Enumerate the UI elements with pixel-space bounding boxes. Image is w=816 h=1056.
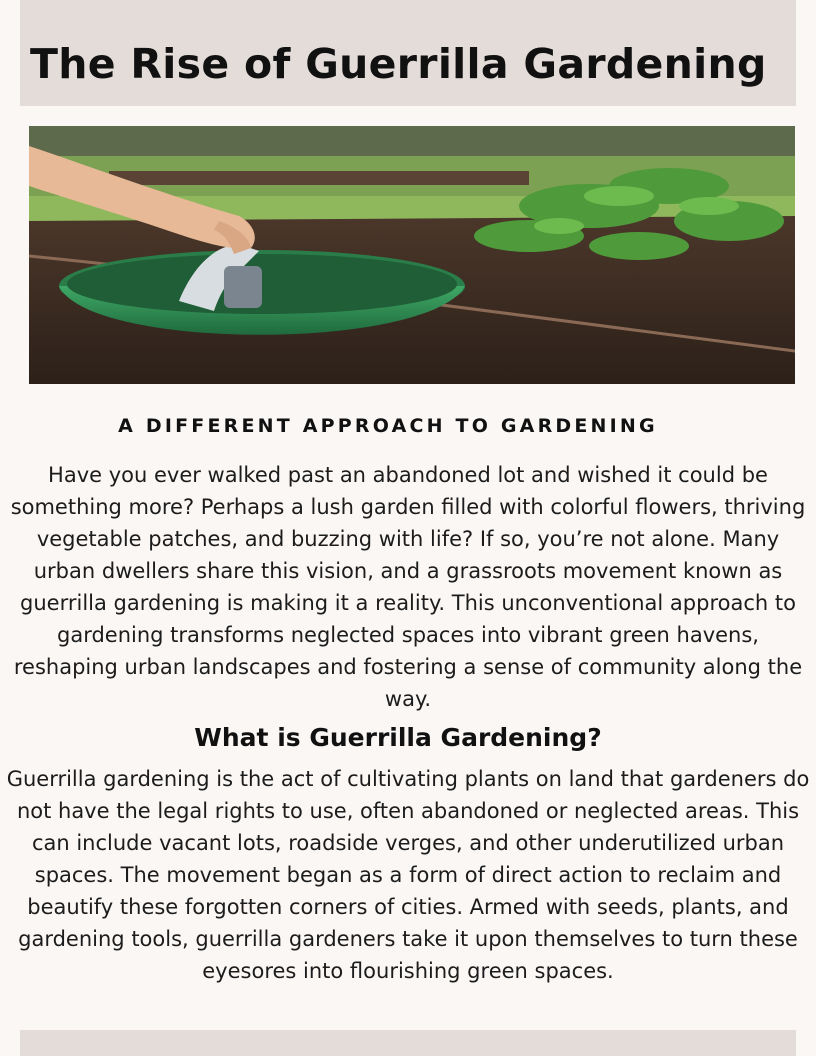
section-paragraph: Guerrilla gardening is the act of cultivating plants on land that gardeners do not have the legal rights to use, often abandoned or neglected areas. This can include vacant lots, roadside verges, and other underutilized urban spaces. The movement began as a form of direct action to reclaim and beautify these forgotten corners of cities. Armed with seeds, plants, and gardening tools, guerrilla gardeners take it upon themselves to turn these eyesores into flourishing green spaces.: [6, 767, 810, 983]
page-title: The Rise of Guerrilla Gardening: [30, 40, 767, 88]
section-heading: What is Guerrilla Gardening?: [194, 723, 602, 752]
footer-banner: [20, 1030, 796, 1056]
intro-subheading: A DIFFERENT APPROACH TO GARDENING: [118, 415, 658, 437]
intro-paragraph: Have you ever walked past an abandoned lot and wished it could be something more? Perhaps a lush garden filled with colorful flowers, thriving vegetable patches, and buzzing with life? If so, you’re not alone. Many urban dwellers share this vision, and a grassroots movement known as guerrilla gardening is making it a reality. This unconventional approach to gardening transforms neglected spaces into vibrant green havens, reshaping urban landscapes and fostering a sense of community along the way.: [10, 463, 806, 711]
hero-photo: [29, 126, 795, 384]
